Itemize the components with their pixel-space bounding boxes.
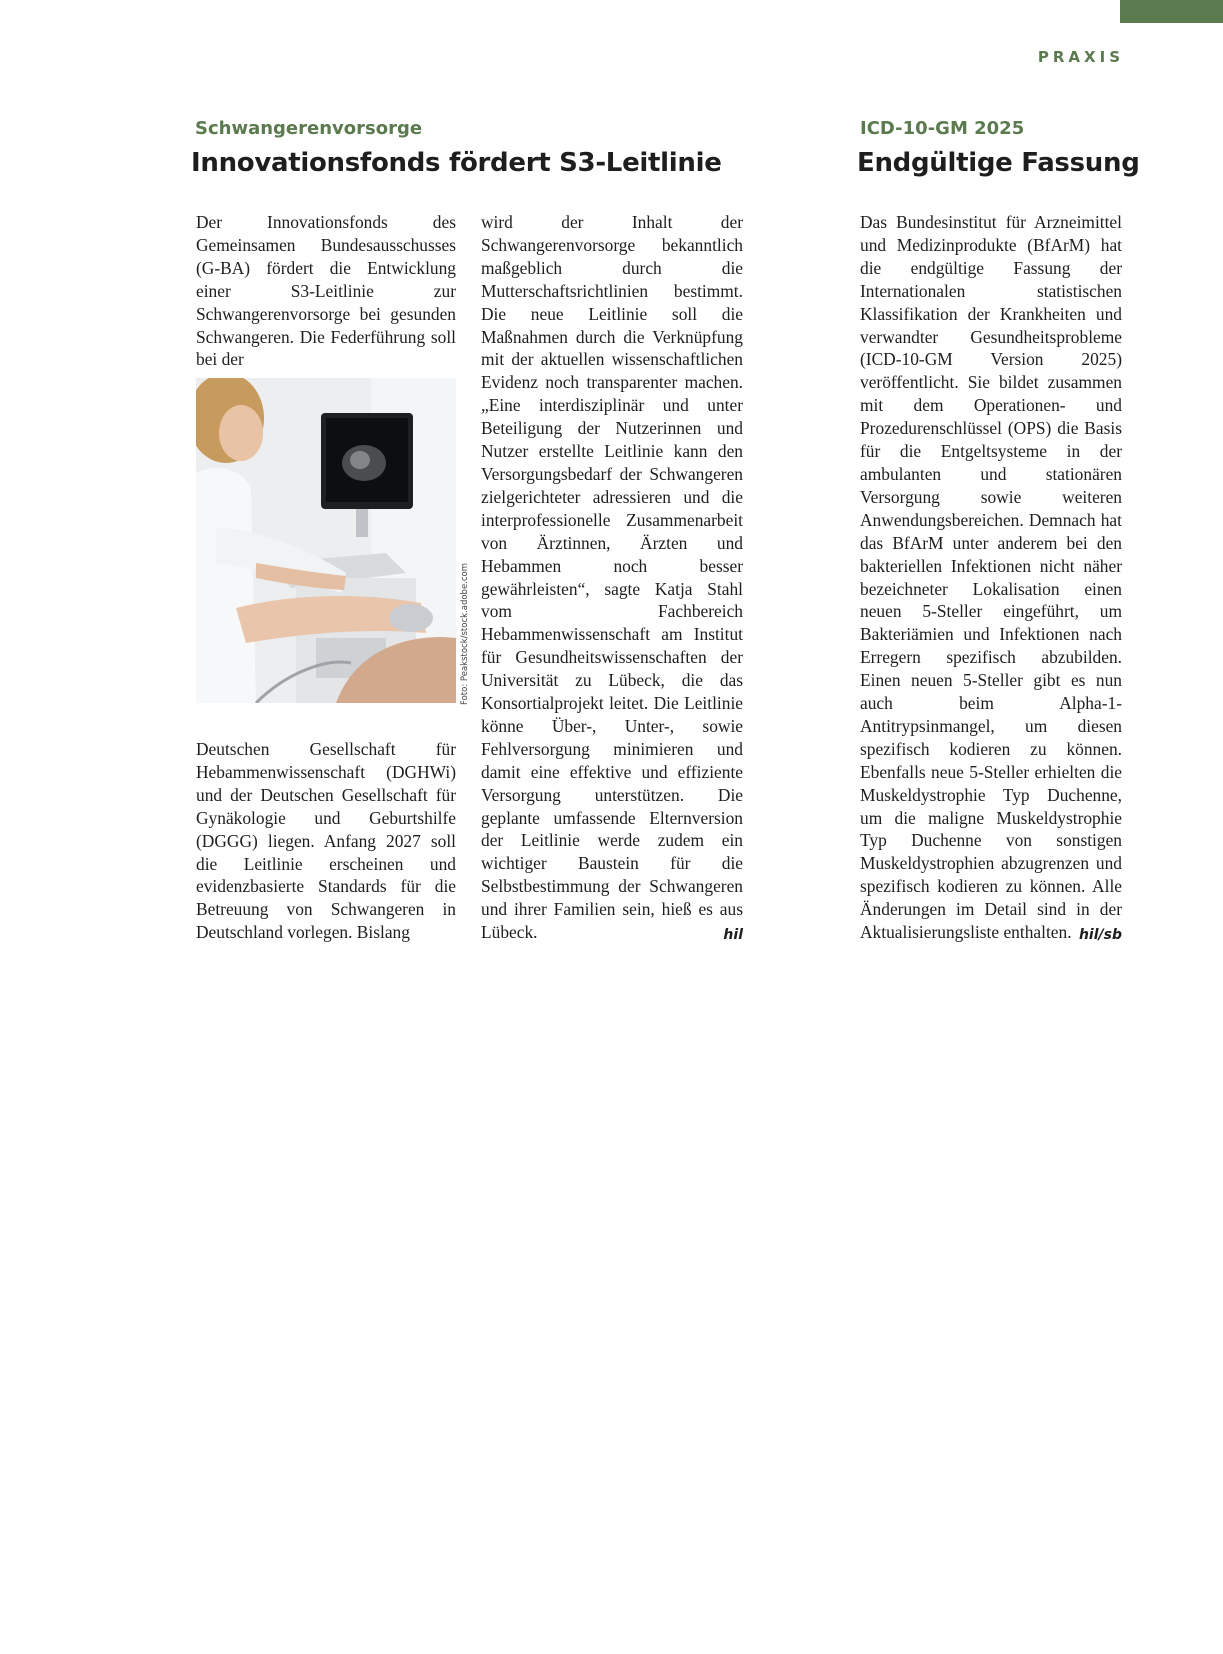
article1-headline: Innovationsfonds fördert S3-Leitlinie	[191, 148, 722, 178]
section-label: PRAXIS	[1037, 48, 1124, 66]
article2-headline: Endgültige Fassung	[857, 148, 1140, 178]
article1-column1-top: Der Innovationsfonds des Gemeinsamen Bundesausschusses (G-BA) fördert die Entwicklung einer S3-Leitlinie zur Schwangerenvorsorge bei gesunden Schwangeren. Die Federführung soll bei der	[196, 212, 456, 370]
article2-body-text: Das Bundesinstitut für Arzneimittel und Medizinprodukte (BfArM) hat die endgültige Fassung der Internationalen statistischen Klassifikation der Krankheiten und verwandter Gesundheitsprobleme (ICD-10-GM Version 2025) veröffentlicht. Sie bildet zusammen mit dem Operationen- und Prozedurenschlüssel (OPS) die Basis für die Entgeltsysteme in der ambulanten und stationären Versorgung sowie weiteren Anwendungsbereichen. Demnach hat das BfArM unter anderem bei den bakteriellen Infektionen nicht näher bezeichneter Lokalisation einen neuen 5-Steller eingeführt, um Bakteriämien und Infektionen nach Erregern spezifisch abzubilden. Einen neuen 5-Steller gibt es nun auch beim Alpha-1-Antitrypsinmangel, um diesen spezifisch kodieren zu können. Ebenfalls neue 5-Steller erhielten die Muskeldystrophie Typ Duchenne, um die maligne Muskeldystrophie Typ Duchenne von sonstigen Muskeldystrophien abzugrenzen und spezifisch kodieren zu können. Alle Änderungen im Detail sind in der Aktualisierungsliste enthalten.	[860, 212, 1122, 943]
corner-color-tab	[1120, 0, 1223, 23]
article1-column2	[481, 211, 743, 947]
article1-column1-bottom: Deutschen Gesellschaft für Hebammenwissenschaft (DGHWi) und der Deutschen Gesellschaft für Gynäkologie und Geburtshilfe (DGGG) liegen. Anfang 2027 soll die Leitlinie erscheinen und evidenzbasierte Standards für die Betreuung von Schwangeren in Deutschland vorlegen. Bislang	[196, 739, 456, 943]
article2-author: hil/sb	[1078, 927, 1122, 944]
article1-author: hil	[723, 927, 743, 944]
article2-kicker: ICD-10-GM 2025	[860, 118, 1025, 139]
ultrasound-photo	[196, 378, 456, 703]
article1-kicker: Schwangerenvorsorge	[195, 118, 423, 139]
article2-body	[860, 211, 1122, 947]
article1-column2-text: wird der Inhalt der Schwangerenvorsorge bekanntlich maßgeblich durch die Mutterschaftsrichtlinien bestimmt. Die neue Leitlinie soll die Maßnahmen durch die Verknüpfung mit der aktuellen wissenschaftlichen Evidenz noch transparenter machen. „Eine interdisziplinär und unter Beteiligung der Nutzerinnen und Nutzer erstellte Leitlinie kann den Versorgungsbedarf der Schwangeren zielgerichteter adressieren und die interprofessionelle Zusammenarbeit von Ärztinnen, Ärzten und Hebammen noch besser gewährleisten“, sagte Katja Stahl vom Fachbereich Hebammenwissenschaft am Institut für Gesundheitswissenschaften der Universität zu Lübeck, die das Konsortialprojekt leitet. Die Leitlinie könne Über-, Unter-, sowie Fehlversorgung minimieren und damit eine effektive und effiziente Versorgung unterstützen. Die geplante umfassende Elternversion der Leitlinie werde zudem ein wichtiger Baustein für die Selbstbestimmung der Schwangeren und ihrer Familien sein, hieß es aus Lübeck.	[481, 212, 743, 943]
photo-credit: Foto: Peakstock/stock.adobe.com	[460, 562, 470, 705]
